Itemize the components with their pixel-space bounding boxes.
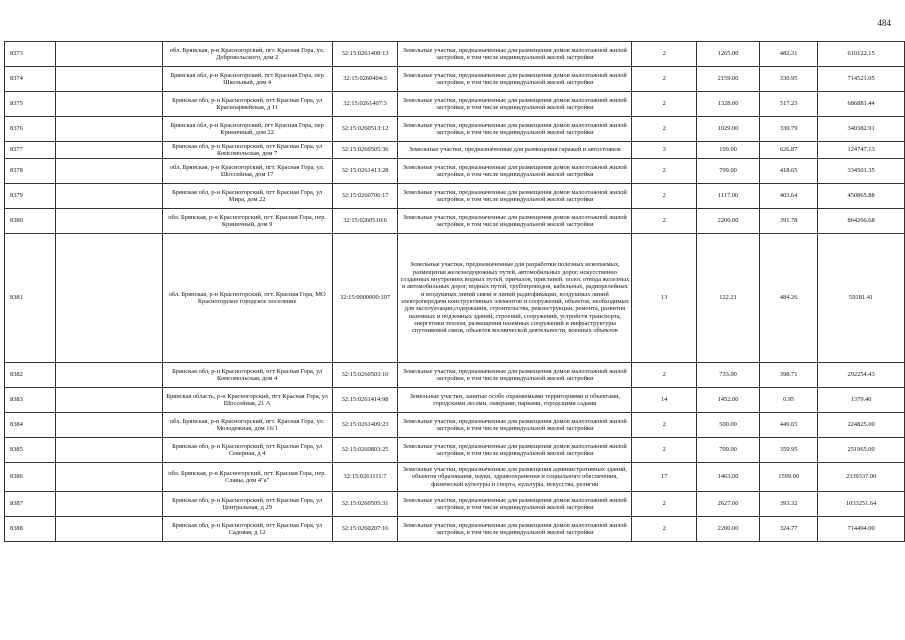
specific-value-cell: 403.64 bbox=[760, 184, 818, 209]
specific-value-cell: 482.31 bbox=[760, 42, 818, 67]
specific-value-cell: 1599.00 bbox=[760, 463, 818, 492]
area-cell: 500.00 bbox=[697, 413, 760, 438]
record-id-cell: 8376 bbox=[5, 117, 56, 142]
record-id-cell: 8374 bbox=[5, 67, 56, 92]
empty-cell bbox=[56, 117, 162, 142]
cadastral-number-cell: 32:15:0261111:7 bbox=[332, 463, 398, 492]
address-cell: Брянская обл, р-н Красногорский, пгт Красная Гора, пер Школьный, дом 4 bbox=[162, 67, 332, 92]
group-number-cell: 2 bbox=[632, 209, 697, 234]
address-cell: Брянская обл, р-н Красногорский, пгт Красная Гора, ул Северная, д 4 bbox=[162, 438, 332, 463]
group-number-cell: 17 bbox=[632, 463, 697, 492]
group-number-cell: 2 bbox=[632, 363, 697, 388]
empty-cell bbox=[56, 463, 162, 492]
table-row bbox=[5, 234, 905, 363]
land-use-cell: Земельные участки, предназначенные для размещения домов малоэтажной жилой застройки, в том числе индивидуальной жилой застройки bbox=[398, 67, 632, 92]
cadastral-number-cell: 32:15:0261413:28 bbox=[332, 159, 398, 184]
table-row bbox=[5, 142, 905, 159]
address-cell: обл. Брянская, р-н Красногорский, пгт. Красная Гора, ул. Молодежная, дом 16/1 bbox=[162, 413, 332, 438]
specific-value-cell: 324.77 bbox=[760, 517, 818, 542]
table-row bbox=[5, 463, 905, 492]
specific-value-cell: 398.71 bbox=[760, 363, 818, 388]
land-use-cell: Земельные участки, предназначенные для размещения домов малоэтажной жилой застройки, в том числе индивидуальной жилой застройки bbox=[398, 117, 632, 142]
area-cell: 2627.00 bbox=[697, 492, 760, 517]
address-cell: Брянская обл, р-н Красногорский, пгт Красная Гора, ул Мира, дом 22 bbox=[162, 184, 332, 209]
table-row bbox=[5, 42, 905, 67]
registry-body bbox=[5, 42, 905, 542]
address-cell: Брянская область, р-н Красногорский, пгт Красная Гора, ул Шоссейная, 21 А bbox=[162, 388, 332, 413]
record-id-cell: 8378 bbox=[5, 159, 56, 184]
cadastral-number-cell: 32:15:0260404:3 bbox=[332, 67, 398, 92]
empty-cell bbox=[56, 159, 162, 184]
empty-cell bbox=[56, 388, 162, 413]
land-use-cell: Земельные участки, предназначенные для размещения домов малоэтажной жилой застройки, в том числе индивидуальной жилой застройки bbox=[398, 492, 632, 517]
area-cell: 1452.00 bbox=[697, 388, 760, 413]
group-number-cell: 2 bbox=[632, 67, 697, 92]
cadastral-value-cell: 334501.35 bbox=[818, 159, 905, 184]
address-cell: Брянская обл, р-н Красногорский, пгт Красная Гора, ул Комсомольская, дом 4 bbox=[162, 363, 332, 388]
address-cell: Брянская обл, р-н Красногорский, пгт Красная Гора, ул Комсомольская, дом 7 bbox=[162, 142, 332, 159]
cadastral-number-cell: 32:15:0260505:31 bbox=[332, 492, 398, 517]
cadastral-number-cell: 32:15:0260207:16 bbox=[332, 517, 398, 542]
table-row bbox=[5, 67, 905, 92]
record-id-cell: 8387 bbox=[5, 492, 56, 517]
specific-value-cell: 0.95 bbox=[760, 388, 818, 413]
table-row bbox=[5, 438, 905, 463]
empty-cell bbox=[56, 492, 162, 517]
area-cell: 733.00 bbox=[697, 363, 760, 388]
land-use-cell: Земельные участки, занятые особо охраняемыми территориями и объектами, городскими лесами, скверами, парками, городскими садами bbox=[398, 388, 632, 413]
area-cell: 2200.00 bbox=[697, 517, 760, 542]
record-id-cell: 8380 bbox=[5, 209, 56, 234]
table-row bbox=[5, 492, 905, 517]
specific-value-cell: 330.95 bbox=[760, 67, 818, 92]
specific-value-cell: 484.26 bbox=[760, 234, 818, 363]
record-id-cell: 8382 bbox=[5, 363, 56, 388]
land-use-cell: Земельные участки, предназначенные для размещения домов малоэтажной жилой застройки, в том числе индивидуальной жилой застройки bbox=[398, 209, 632, 234]
specific-value-cell: 517.23 bbox=[760, 92, 818, 117]
empty-cell bbox=[56, 438, 162, 463]
land-use-cell: Земельные участки, предназначенные для размещения гаражей и автостоянок bbox=[398, 142, 632, 159]
area-cell: 799.00 bbox=[697, 159, 760, 184]
area-cell: 1117.00 bbox=[697, 184, 760, 209]
cadastral-number-cell: 32:15:0260503:10 bbox=[332, 363, 398, 388]
table-row bbox=[5, 413, 905, 438]
land-use-cell: Земельные участки, предназначенные для разработки полезных ископаемых, размещения железнодорожных путей, автомобильных дорог, искусственно созданных внутренних водных путей, причалов, пристаней, полос отвода железных и автомобильных дорог, водных путей, трубопроводов, кабельных, радиорелейных и воздушных линий связи и линий радиофикации, воздушных линий электропередачи конструктивных элементов и сооружений, объектов, необходимых для эксплуатации,содержания, строительства, реконструкции, ремонта, развития наземных и подземных зданий, строений, сооружений, устройств транспорта, энергетики теплом, размещения наземных сооружений и инфраструктуры спутниковой связи, объектов космической деятельности, военных объектов bbox=[398, 234, 632, 363]
group-number-cell: 2 bbox=[632, 438, 697, 463]
cadastral-value-cell: 224825.00 bbox=[818, 413, 905, 438]
table-row bbox=[5, 517, 905, 542]
cadastral-number-cell: 32:15:0261409:23 bbox=[332, 413, 398, 438]
empty-cell bbox=[56, 67, 162, 92]
address-cell: обл. Брянская, р-н Красногорский, пгт. Красная Гора, МО Красногорское городское поселение bbox=[162, 234, 332, 363]
address-cell: Брянская обл, р-н Красногорский, пгт Красная Гора, ул Красноармейская, д 11 bbox=[162, 92, 332, 117]
cadastral-value-cell: 340382.91 bbox=[818, 117, 905, 142]
record-id-cell: 8373 bbox=[5, 42, 56, 67]
land-use-cell: Земельные участки, предназначенные для размещения домов малоэтажной жилой застройки, в том числе индивидуальной жилой застройки bbox=[398, 517, 632, 542]
address-cell: Брянская обл, р-н Красногорский, пгт Красная Гора, ул Центральная, д 29 bbox=[162, 492, 332, 517]
cadastral-value-cell: 450865.88 bbox=[818, 184, 905, 209]
address-cell: Брянская обл, р-н Красногорский, пгт Красная Гора, пер Криничный, дом 22 bbox=[162, 117, 332, 142]
cadastral-number-cell: 32:15:0260510:6 bbox=[332, 209, 398, 234]
record-id-cell: 8383 bbox=[5, 388, 56, 413]
specific-value-cell: 626.87 bbox=[760, 142, 818, 159]
area-cell: 2206.00 bbox=[697, 209, 760, 234]
empty-cell bbox=[56, 363, 162, 388]
cadastral-value-cell: 59181.41 bbox=[818, 234, 905, 363]
land-use-cell: Земельные участки, предназначенные для размещения административных зданий, объектов образования, науки, здравоохранения и социального обеспечения, физической культуры и спорта, культуры, искусства, религии bbox=[398, 463, 632, 492]
table-row bbox=[5, 209, 905, 234]
land-registry-table bbox=[4, 41, 905, 542]
empty-cell bbox=[56, 42, 162, 67]
empty-cell bbox=[56, 209, 162, 234]
table-row bbox=[5, 184, 905, 209]
specific-value-cell: 449.65 bbox=[760, 413, 818, 438]
address-cell: обл. Брянская, р-н Красногорский, пгт. Красная Гора, пер. Криничный, дом 9 bbox=[162, 209, 332, 234]
page-number: 484 bbox=[877, 18, 891, 28]
area-cell: 2159.00 bbox=[697, 67, 760, 92]
empty-cell bbox=[56, 92, 162, 117]
group-number-cell: 2 bbox=[632, 117, 697, 142]
record-id-cell: 8377 bbox=[5, 142, 56, 159]
specific-value-cell: 393.32 bbox=[760, 492, 818, 517]
cadastral-number-cell: 32:15:0260513:12 bbox=[332, 117, 398, 142]
table-row bbox=[5, 117, 905, 142]
land-use-cell: Земельные участки, предназначенные для размещения домов малоэтажной жилой застройки, в том числе индивидуальной жилой застройки bbox=[398, 159, 632, 184]
group-number-cell: 2 bbox=[632, 42, 697, 67]
record-id-cell: 8388 bbox=[5, 517, 56, 542]
cadastral-value-cell: 714521.05 bbox=[818, 67, 905, 92]
cadastral-number-cell: 32:15:0260803:25 bbox=[332, 438, 398, 463]
group-number-cell: 14 bbox=[632, 388, 697, 413]
area-cell: 122.21 bbox=[697, 234, 760, 363]
group-number-cell: 3 bbox=[632, 142, 697, 159]
specific-value-cell: 391.78 bbox=[760, 209, 818, 234]
address-cell: обл. Брянская, р-н Красногорский, пгт. Красная Гора, ул. Добровольского, дом 2 bbox=[162, 42, 332, 67]
group-number-cell: 2 bbox=[632, 517, 697, 542]
cadastral-number-cell: 32:15:0260706:17 bbox=[332, 184, 398, 209]
cadastral-number-cell: 32:15:0261408:13 bbox=[332, 42, 398, 67]
cadastral-number-cell: 32:15:0000000:107 bbox=[332, 234, 398, 363]
area-cell: 1029.00 bbox=[697, 117, 760, 142]
empty-cell bbox=[56, 142, 162, 159]
table-row bbox=[5, 363, 905, 388]
record-id-cell: 8381 bbox=[5, 234, 56, 363]
cadastral-value-cell: 864266.68 bbox=[818, 209, 905, 234]
empty-cell bbox=[56, 413, 162, 438]
land-use-cell: Земельные участки, предназначенные для размещения домов малоэтажной жилой застройки, в том числе индивидуальной жилой застройки bbox=[398, 363, 632, 388]
land-use-cell: Земельные участки, предназначенные для размещения домов малоэтажной жилой застройки, в том числе индивидуальной жилой застройки bbox=[398, 184, 632, 209]
area-cell: 1463.00 bbox=[697, 463, 760, 492]
cadastral-value-cell: 1033251.64 bbox=[818, 492, 905, 517]
address-cell: обл. Брянская, р-н Красногорский, пгт. Красная Гора, ул. Шоссейная, дом 17 bbox=[162, 159, 332, 184]
specific-value-cell: 418.65 bbox=[760, 159, 818, 184]
cadastral-number-cell: 32:15:0261407:3 bbox=[332, 92, 398, 117]
land-use-cell: Земельные участки, предназначенные для размещения домов малоэтажной жилой застройки, в том числе индивидуальной жилой застройки bbox=[398, 413, 632, 438]
empty-cell bbox=[56, 517, 162, 542]
address-cell: обл. Брянская, р-н Красногорский, пгт. Красная Гора, пер. Славы, дом 4"а" bbox=[162, 463, 332, 492]
cadastral-value-cell: 714494.00 bbox=[818, 517, 905, 542]
record-id-cell: 8386 bbox=[5, 463, 56, 492]
specific-value-cell: 359.95 bbox=[760, 438, 818, 463]
cadastral-value-cell: 124747.13 bbox=[818, 142, 905, 159]
record-id-cell: 8379 bbox=[5, 184, 56, 209]
record-id-cell: 8385 bbox=[5, 438, 56, 463]
group-number-cell: 13 bbox=[632, 234, 697, 363]
cadastral-value-cell: 610122.15 bbox=[818, 42, 905, 67]
area-cell: 199.00 bbox=[697, 142, 760, 159]
record-id-cell: 8384 bbox=[5, 413, 56, 438]
table-row bbox=[5, 159, 905, 184]
empty-cell bbox=[56, 234, 162, 363]
land-use-cell: Земельные участки, предназначенные для размещения домов малоэтажной жилой застройки, в том числе индивидуальной жилой застройки bbox=[398, 42, 632, 67]
address-cell: Брянская обл, р-н Красногорский, пгт Красная Гора, ул Садовая, д 12 bbox=[162, 517, 332, 542]
table-row bbox=[5, 388, 905, 413]
area-cell: 700.00 bbox=[697, 438, 760, 463]
group-number-cell: 2 bbox=[632, 184, 697, 209]
cadastral-value-cell: 2339337.00 bbox=[818, 463, 905, 492]
cadastral-value-cell: 251965.00 bbox=[818, 438, 905, 463]
cadastral-value-cell: 292254.43 bbox=[818, 363, 905, 388]
group-number-cell: 2 bbox=[632, 413, 697, 438]
land-use-cell: Земельные участки, предназначенные для размещения домов малоэтажной жилой застройки, в том числе индивидуальной жилой застройки bbox=[398, 438, 632, 463]
group-number-cell: 2 bbox=[632, 492, 697, 517]
record-id-cell: 8375 bbox=[5, 92, 56, 117]
cadastral-number-cell: 32:15:0260505:36 bbox=[332, 142, 398, 159]
specific-value-cell: 330.79 bbox=[760, 117, 818, 142]
cadastral-value-cell: 686881.44 bbox=[818, 92, 905, 117]
table-row bbox=[5, 92, 905, 117]
area-cell: 1328.00 bbox=[697, 92, 760, 117]
group-number-cell: 2 bbox=[632, 92, 697, 117]
empty-cell bbox=[56, 184, 162, 209]
area-cell: 1265.00 bbox=[697, 42, 760, 67]
land-use-cell: Земельные участки, предназначенные для размещения домов малоэтажной жилой застройки, в том числе индивидуальной жилой застройки bbox=[398, 92, 632, 117]
cadastral-value-cell: 1379.40 bbox=[818, 388, 905, 413]
cadastral-number-cell: 32:15:0261414:98 bbox=[332, 388, 398, 413]
group-number-cell: 2 bbox=[632, 159, 697, 184]
